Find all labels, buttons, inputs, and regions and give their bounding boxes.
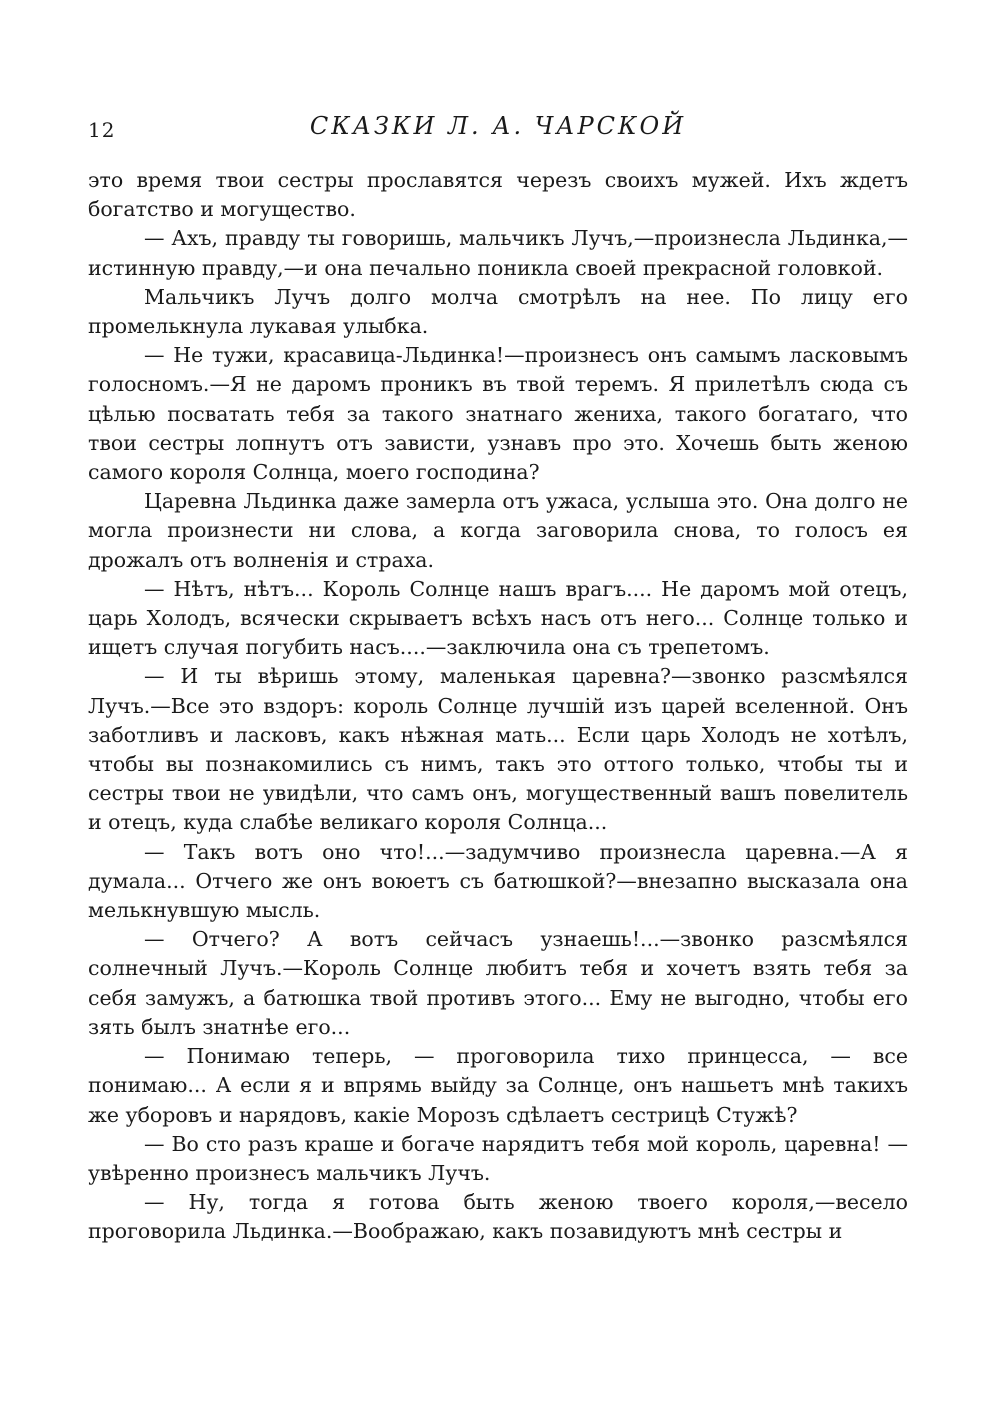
paragraph: — Отчего? А вотъ сейчасъ узнаешь!...—звонко разсмѣялся солнечный Лучъ.—Король Солнце любитъ тебя и хочетъ взять тебя за себя замужъ, а батюшка твой противъ этого... Ему не выгодно, чтобы его зять былъ знатнѣе его... [88,927,908,1039]
paragraph: — Нѣтъ, нѣтъ... Король Солнце нашъ врагъ.... Не даромъ мой отецъ, царь Холодъ, всячески скрываетъ всѣхъ насъ отъ него... Солнце только и ищетъ случая погубить насъ....—заключила она съ трепетомъ. [88,576,908,660]
body-text [88,166,908,1247]
paragraph: — Во сто разъ краше и богаче нарядитъ тебя мой король, царевна! —увѣренно произнесъ мальчикъ Лучъ. [88,1131,908,1185]
paragraph: — И ты вѣришь этому, маленькая царевна?—звонко разсмѣялся Лучъ.—Все это вздоръ: король Солнце лучшій изъ царей вселенной. Онъ заботливъ и ласковъ, какъ нѣжная мать... Если царь Холодъ не хотѣлъ, чтобы вы познакомились съ нимъ, такъ это оттого только, чтобы ты и сестры твои не увидѣли, что самъ онъ, могущественный вашъ повелитель и отецъ, куда слабѣе великаго короля Солнца... [88,664,908,835]
paragraph: — Понимаю теперь, — проговорила тихо принцесса, — все понимаю... А если я и впрямь выйду за Солнце, онъ нашьетъ мнѣ такихъ же уборовъ и нарядовъ, какіе Морозъ сдѣлаетъ сестрицѣ Стужѣ? [88,1044,908,1127]
page-header [88,108,908,144]
page-number: 12 [88,118,116,142]
paragraph: Мальчикъ Лучъ долго молча смотрѣлъ на нее. По лицу его промелькнула лукавая улыбка. [88,284,908,339]
paragraph: это время твои сестры прославятся черезъ своихъ мужей. Ихъ ждетъ богатство и могущество. [88,168,908,222]
running-title: СКАЗКИ Л. А. ЧАРСКОЙ [309,112,687,140]
paragraph: — Такъ вотъ оно что!...—задумчиво произнесла царевна.—А я думала... Отчего же онъ воюетъ съ батюшкой?—внезапно высказала она мелькнувшую мысль. [88,839,908,923]
paragraph: — Ну, тогда я готова быть женою твоего короля,—весело проговорила Льдинка.—Воображаю, какъ позавидуютъ мнѣ сестры и [88,1190,908,1244]
paragraph: — Не тужи, красавица-Льдинка!—произнесъ онъ самымъ ласковымъ голосномъ.—Я не даромъ проникъ въ твой теремъ. Я прилетѣлъ сюда съ цѣлью посватать тебя за такого знатнаго жениха, такого богатаго, что твои сестры лопнутъ отъ зависти, узнавъ про это. Хочешь быть женою самого короля Солнца, моего господина? [88,343,908,485]
paragraph: — Ахъ, правду ты говоришь, мальчикъ Лучъ,—произнесла Льдинка,—истинную правду,—и она печально поникла своей прекрасной головкой. [88,226,908,280]
paragraph: Царевна Льдинка даже замерла отъ ужаса, услыша это. Она долго не могла произнести ни слова, а когда заговорила снова, то голосъ ея дрожалъ отъ волненія и страха. [88,489,908,572]
